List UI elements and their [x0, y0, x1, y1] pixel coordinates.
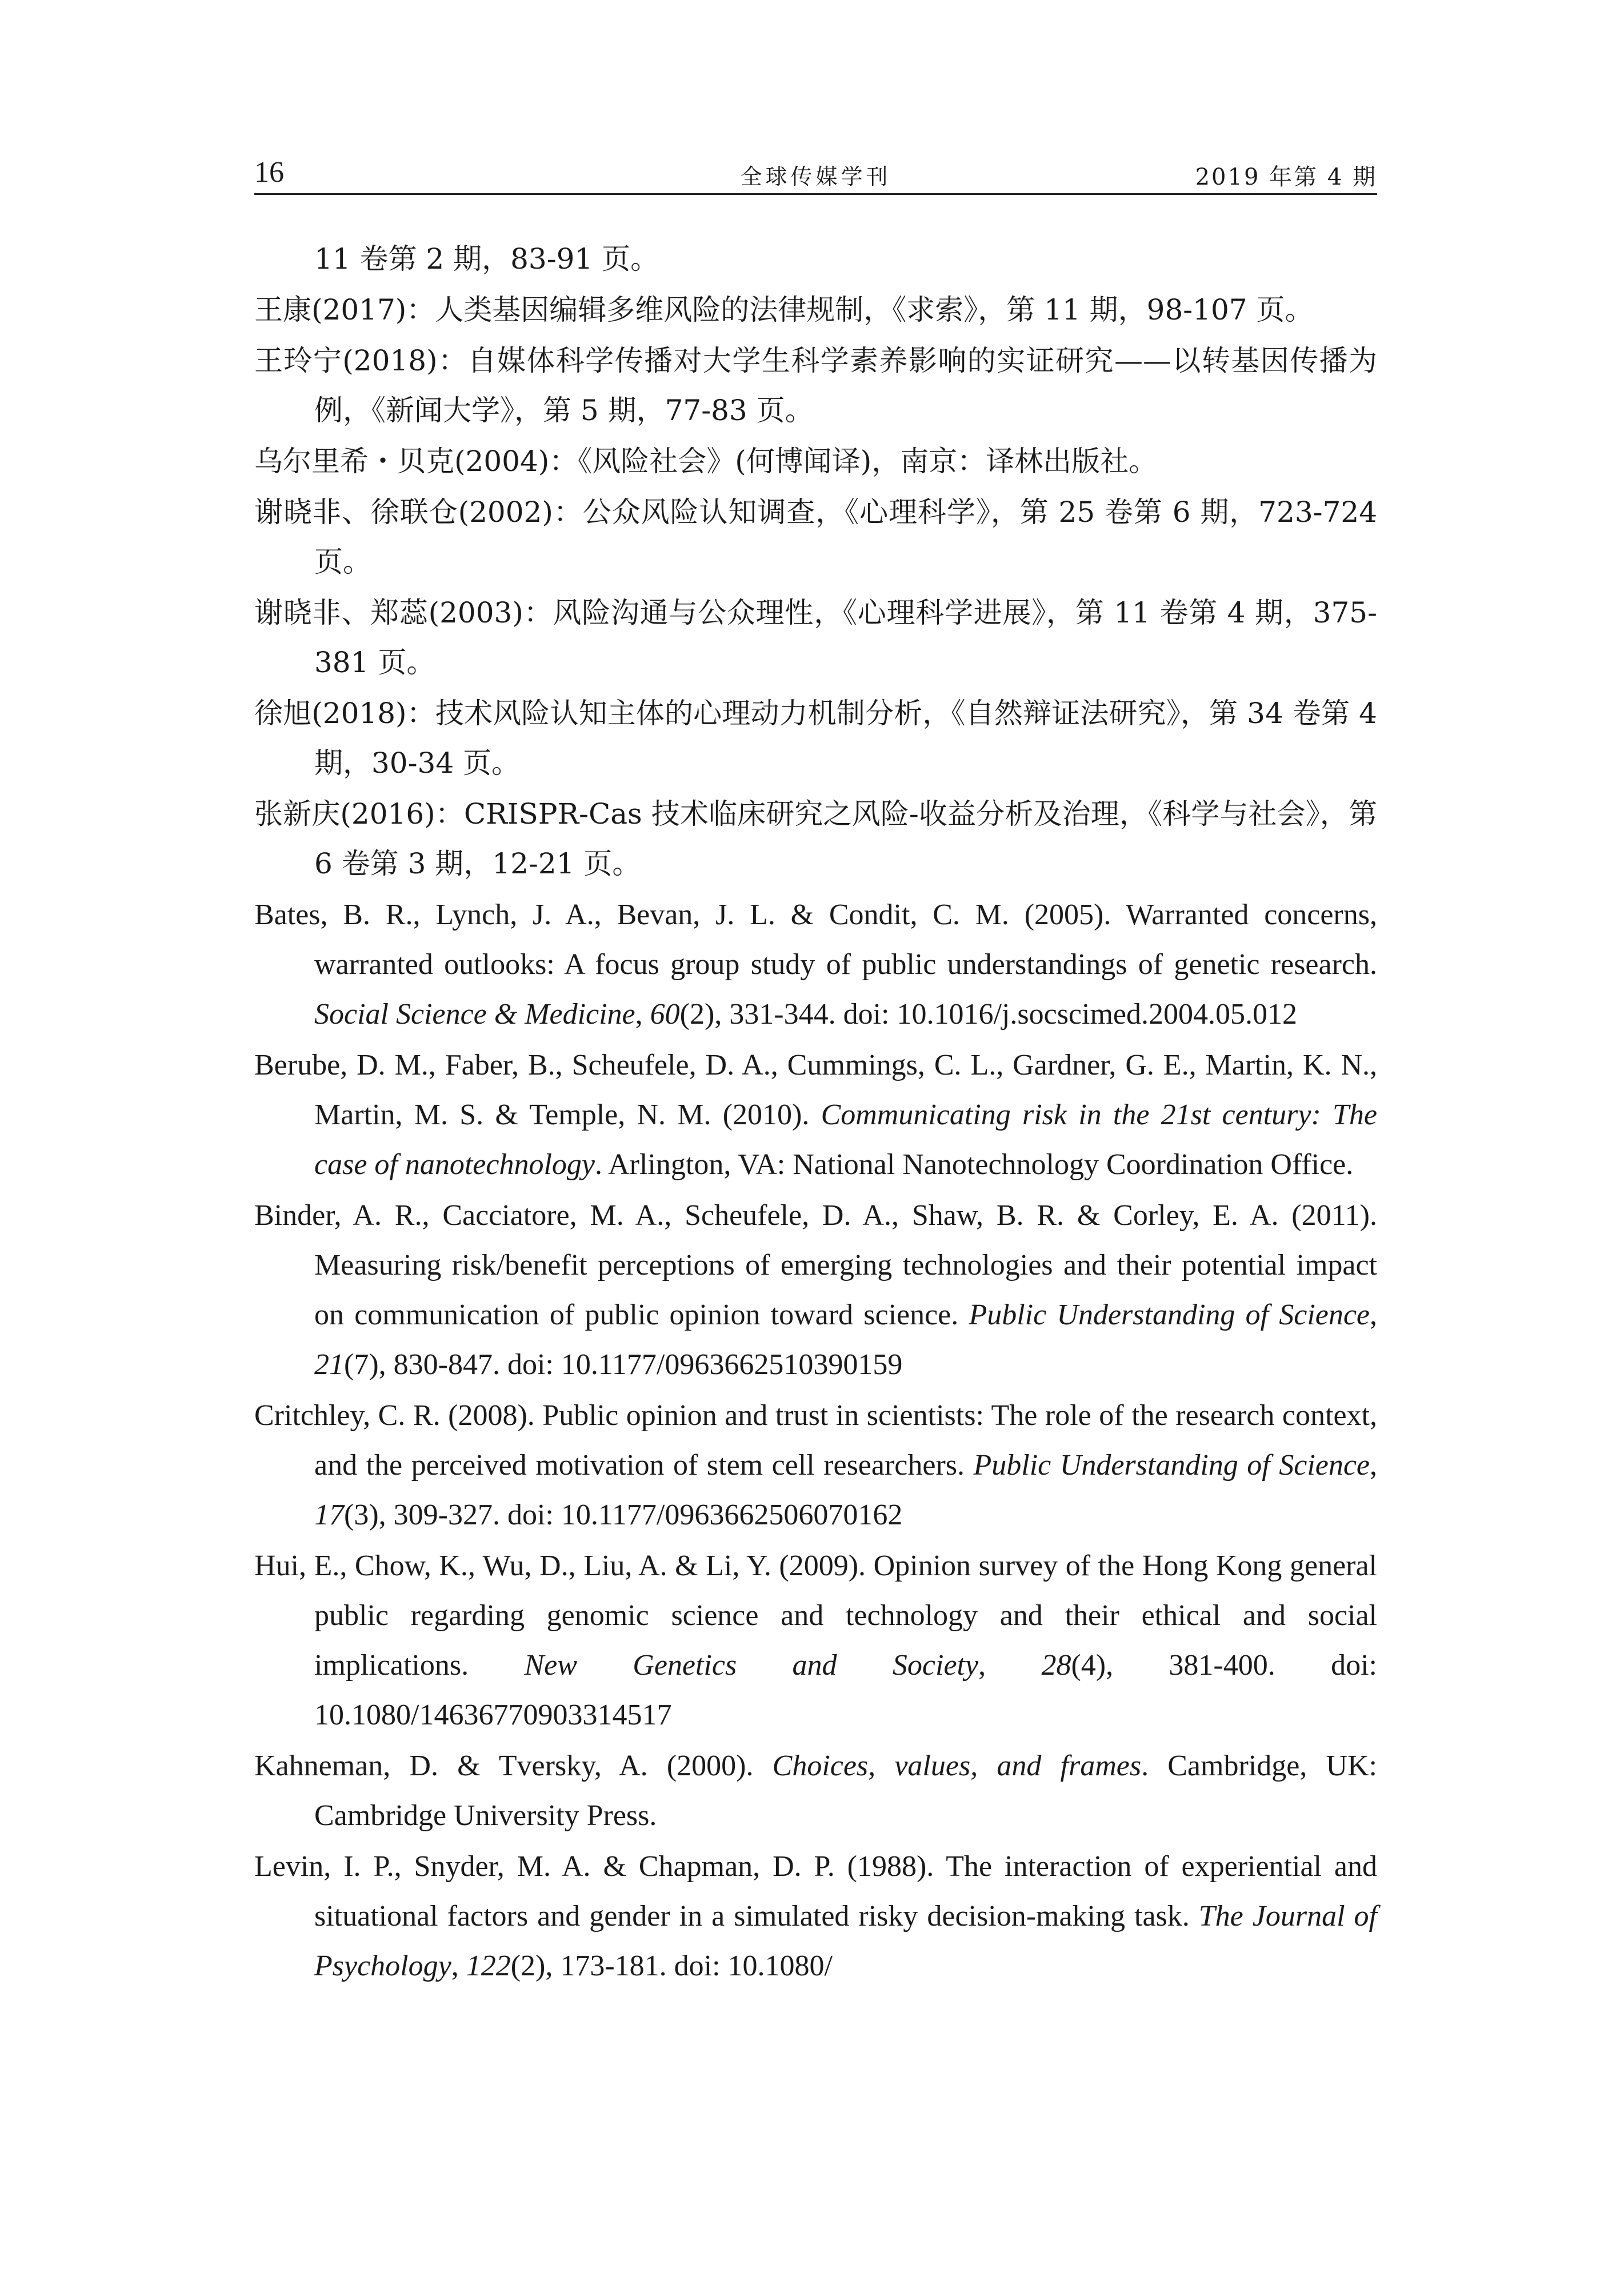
reference-text: Levin, I. P., Snyder, M. A. & Chapman, D. P. (1988). The interaction of experiential and situational factors and gender in a simulated risky decision-making task.: [254, 1850, 1377, 1932]
reference-italic-text: 21: [314, 1348, 344, 1381]
reference-text: 张新庆(2016)：CRISPR-Cas 技术临床研究之风险-收益分析及治理，《科学与社会》，第 6 卷第 3 期，12-21 页。: [254, 797, 1377, 880]
reference-italic-text: 122: [466, 1950, 511, 1982]
reference-entry: [254, 437, 1377, 486]
reference-entry: [254, 1191, 1377, 1389]
reference-entry: [254, 1541, 1377, 1740]
journal-title: 全球传媒学刊: [740, 164, 891, 189]
reference-italic-text: Social Science & Medicine: [314, 998, 635, 1031]
reference-entry: [254, 1842, 1377, 1991]
reference-entry: [254, 588, 1377, 688]
reference-text: ,: [451, 1950, 466, 1982]
reference-text: 11 卷第 2 期，83-91 页。: [314, 242, 659, 275]
reference-text: . Cambridge, UK: Cambridge University Press.: [314, 1750, 1377, 1832]
page-number: 16: [254, 156, 284, 189]
reference-text: ,: [1370, 1299, 1378, 1331]
issue-label: 2019 年第 4 期: [1195, 164, 1377, 190]
page-header: [254, 153, 1377, 195]
reference-entry: [254, 1391, 1377, 1540]
reference-italic-text: 17: [314, 1499, 344, 1531]
reference-text: . Arlington, VA: National Nanotechnology Coordination Office.: [594, 1148, 1354, 1181]
reference-italic-text: 60: [650, 998, 680, 1031]
reference-text: Kahneman, D. & Tversky, A. (2000).: [254, 1750, 773, 1782]
reference-entry: [254, 488, 1377, 587]
reference-text: Binder, A. R., Cacciatore, M. A., Scheufele, D. A., Shaw, B. R. & Corley, E. A. (2011). Measuring risk/benefit perceptions of emerging technologies and their potential impact on communication of public opinion toward science.: [254, 1199, 1377, 1331]
reference-list: [254, 234, 1377, 1992]
reference-text: 乌尔里希・贝克(2004)：《风险社会》(何博闻译)，南京：译林出版社。: [254, 445, 1158, 478]
reference-italic-text: Choices, values, and frames: [772, 1750, 1142, 1782]
reference-text: (2), 173-181. doi: 10.1080/: [510, 1950, 833, 1982]
reference-text: (2), 331-344. doi: 10.1016/j.socscimed.2004.05.012: [679, 998, 1297, 1031]
reference-italic-text: Public Understanding of Science: [969, 1299, 1370, 1331]
reference-entry: [254, 285, 1377, 335]
reference-text: 谢晓非、郑蕊(2003)：风险沟通与公众理性，《心理科学进展》，第 11 卷第 4 期，375-381 页。: [254, 596, 1377, 679]
reference-italic-text: The Journal of Psychology: [314, 1900, 1377, 1982]
reference-continuation: [254, 234, 1377, 284]
reference-text: ,: [1370, 1449, 1378, 1482]
reference-entry: [254, 789, 1377, 889]
reference-text: 王康(2017)：人类基因编辑多维风险的法律规制，《求索》，第 11 期，98-107 页。: [254, 293, 1314, 326]
reference-text: (7), 830-847. doi: 10.1177/0963662510390159: [344, 1348, 903, 1381]
reference-italic-text: 28: [1041, 1649, 1071, 1682]
reference-text: ,: [978, 1649, 1042, 1682]
reference-italic-text: Communicating risk in the 21st century: The case of nanotechnology: [314, 1099, 1377, 1181]
reference-text: 王玲宁(2018)：自媒体科学传播对大学生科学素养影响的实证研究——以转基因传播为例，《新闻大学》，第 5 期，77-83 页。: [254, 344, 1377, 427]
reference-text: Critchley, C. R. (2008). Public opinion and trust in scientists: The role of the research context, and the perceived motivation of stem cell researchers.: [254, 1399, 1377, 1482]
reference-entry: [254, 890, 1377, 1039]
reference-text: ,: [635, 998, 650, 1031]
reference-entry: [254, 1040, 1377, 1189]
reference-text: (3), 309-327. doi: 10.1177/0963662506070162: [344, 1499, 903, 1531]
reference-text: Hui, E., Chow, K., Wu, D., Liu, A. & Li, Y. (2009). Opinion survey of the Hong Kong general public regarding genomic science and technology and their ethical and social implications.: [254, 1550, 1377, 1682]
reference-entry: [254, 1741, 1377, 1840]
reference-entry: [254, 689, 1377, 788]
reference-text: (4), 381-400. doi: 10.1080/14636770903314517: [314, 1649, 1378, 1731]
reference-text: Berube, D. M., Faber, B., Scheufele, D. A., Cummings, C. L., Gardner, G. E., Martin, K. N., Martin, M. S. & Temple, N. M. (2010).: [254, 1049, 1377, 1131]
reference-text: Bates, B. R., Lynch, J. A., Bevan, J. L. & Condit, C. M. (2005). Warranted concerns, warranted outlooks: A focus group study of public understandings of genetic research.: [254, 899, 1377, 981]
reference-text: 谢晓非、徐联仓(2002)：公众风险认知调查，《心理科学》，第 25 卷第 6 期，723-724 页。: [254, 496, 1377, 578]
reference-italic-text: Public Understanding of Science: [973, 1449, 1370, 1482]
reference-italic-text: New Genetics and Society: [524, 1649, 979, 1682]
reference-text: 徐旭(2018)：技术风险认知主体的心理动力机制分析，《自然辩证法研究》，第 34 卷第 4 期，30-34 页。: [254, 697, 1377, 780]
reference-entry: [254, 336, 1377, 436]
